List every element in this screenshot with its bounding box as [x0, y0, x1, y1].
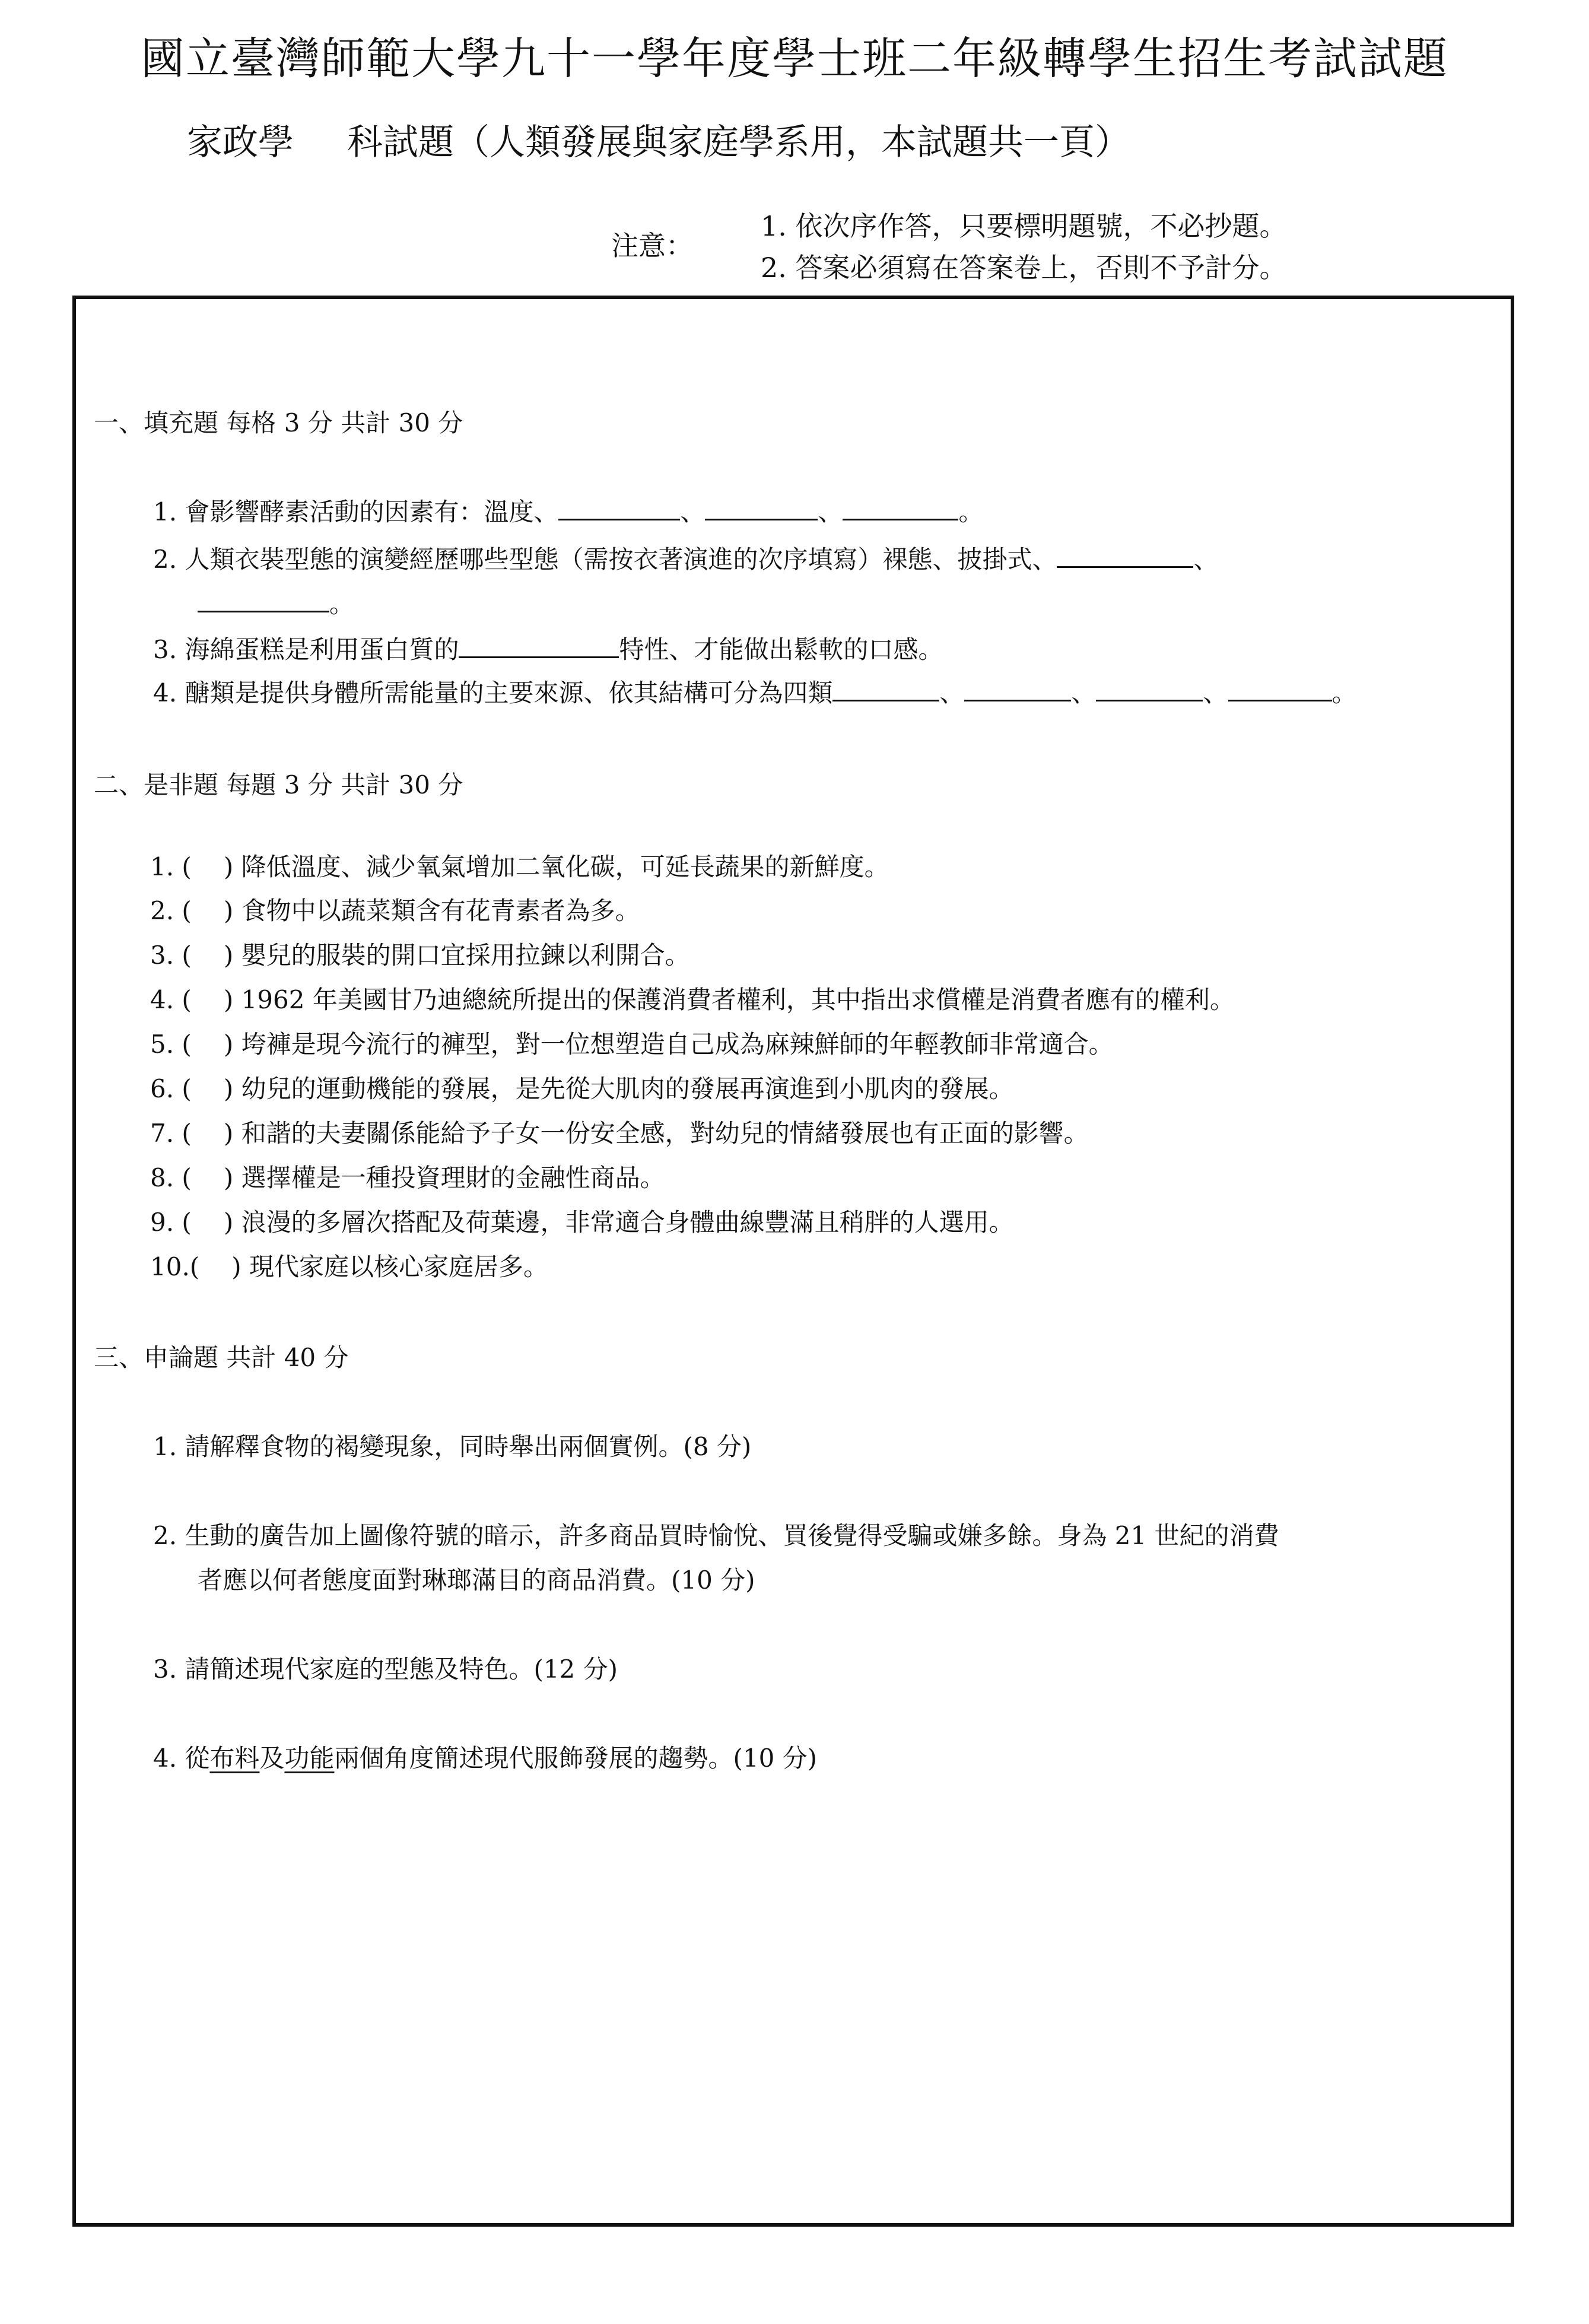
question-number: 1. [153, 1432, 177, 1461]
notice-line-1: 1. 依次序作答，只要標明題號，不必抄題。 [761, 210, 1287, 242]
period: 。 [1331, 678, 1357, 707]
question-text: 人類衣裝型態的演變經歷哪些型態（需按衣著演進的次序填寫）裸態、披掛式、 [185, 545, 1057, 574]
essay-question-1 [153, 1427, 751, 1463]
separator: 、 [818, 497, 843, 526]
tf-question-2: 2. ( ) 食物中以蔬菜類含有花青素者為多。 [150, 896, 640, 925]
fill-question-2 [153, 540, 1218, 576]
answer-blank [832, 675, 939, 701]
answer-blank [558, 494, 680, 520]
question-number: 2. [153, 545, 177, 574]
question-number: 6. [150, 1074, 174, 1103]
tf-question-6: 6. ( ) 幼兒的運動機能的發展，是先從大肌肉的發展再演進到小肌肉的發展。 [150, 1074, 1014, 1103]
question-text: 請簡述現代家庭的型態及特色。(12 分) [185, 1655, 618, 1684]
subject-name: 家政學 [187, 122, 294, 163]
underlined-term: 功能 [284, 1744, 335, 1773]
essay-question-3 [153, 1650, 618, 1685]
question-number: 1. [153, 497, 177, 526]
underlined-term: 布料 [209, 1744, 260, 1773]
tf-question-5: 5. ( ) 垮褲是現今流行的褲型，對一位想塑造自己成為麻辣鮮師的年輕教師非常適合。 [150, 1030, 1114, 1059]
separator: 、 [939, 678, 965, 707]
question-number: 4. [153, 678, 177, 707]
answer-blank [964, 675, 1071, 701]
question-number: 4. [153, 1744, 177, 1773]
question-number: 9. [150, 1208, 174, 1237]
question-text: 幼兒的運動機能的發展，是先從大肌肉的發展再演進到小肌肉的發展。 [241, 1074, 1014, 1103]
answer-blank [843, 494, 958, 520]
subject-suffix: 科試題（人類發展與家庭學系用，本試題共一頁） [347, 122, 1130, 163]
question-number: 3. [150, 941, 174, 970]
question-number: 2. [153, 1521, 177, 1550]
question-text: 生動的廣告加上圖像符號的暗示，許多商品買時愉悅、買後覺得受騙或嫌多餘。身為 21 世紀的消費 [185, 1521, 1279, 1550]
essay-question-2 [153, 1516, 1279, 1552]
essay-question-4 [153, 1739, 817, 1774]
question-text: 降低溫度、減少氧氣增加二氧化碳，可延長蔬果的新鮮度。 [241, 852, 889, 881]
question-text: 兩個角度簡述現代服飾發展的趨勢。(10 分) [334, 1744, 818, 1773]
tf-question-3: 3. ( ) 嬰兒的服裝的開口宜採用拉鍊以利開合。 [150, 941, 690, 970]
tf-question-4: 4. ( ) 1962 年美國甘乃迪總統所提出的保護消費者權利，其中指出求償權是消費者應有的權利。 [150, 985, 1235, 1014]
essay-question-2-cont: 者應以何者態度面對琳瑯滿目的商品消費。(10 分) [198, 1566, 755, 1595]
question-text: 從 [185, 1744, 210, 1773]
question-number: 2. [150, 896, 174, 925]
section-essay-heading: 三、申論題 共計 40 分 [94, 1343, 349, 1372]
period: 。 [329, 589, 355, 618]
question-text: 選擇權是一種投資理財的金融性商品。 [241, 1163, 665, 1192]
exam-title: 國立臺灣師範大學九十一學年度學士班二年級轉學生招生考試試題 [141, 33, 1448, 84]
question-number: 1. [150, 852, 174, 881]
answer-blank [459, 631, 619, 658]
period: 。 [958, 497, 984, 526]
question-number: 10. [150, 1252, 190, 1281]
question-number: 3. [153, 635, 177, 664]
separator: 、 [680, 497, 705, 526]
question-text: 垮褲是現今流行的褲型，對一位想塑造自己成為麻辣鮮師的年輕教師非常適合。 [241, 1030, 1114, 1059]
section-fill-heading: 一、填充題 每格 3 分 共計 30 分 [94, 408, 463, 437]
separator: 、 [1203, 678, 1228, 707]
question-text: 及 [259, 1744, 285, 1773]
tf-question-1: 1. ( ) 降低溫度、減少氧氣增加二氧化碳，可延長蔬果的新鮮度。 [150, 852, 889, 881]
tf-question-7: 7. ( ) 和諧的夫妻關係能給予子女一份安全感，對幼兒的情緒發展也有正面的影響。 [150, 1119, 1089, 1148]
question-text: 海綿蛋糕是利用蛋白質的 [185, 635, 459, 664]
tf-question-10: 10.( ) 現代家庭以核心家庭居多。 [150, 1252, 548, 1281]
question-text: 1962 年美國甘乃迪總統所提出的保護消費者權利，其中指出求償權是消費者應有的權利。 [241, 985, 1235, 1014]
separator: 、 [1193, 545, 1219, 574]
question-number: 5. [150, 1030, 174, 1059]
answer-blank [1057, 541, 1193, 568]
notice-line-2: 2. 答案必須寫在答案卷上，否則不予計分。 [761, 252, 1287, 284]
question-number: 7. [150, 1119, 174, 1148]
question-number: 8. [150, 1163, 174, 1192]
question-text-after: 特性、才能做出鬆軟的口感。 [619, 635, 943, 664]
section-tf-heading: 二、是非題 每題 3 分 共計 30 分 [94, 770, 463, 799]
question-text: 醣類是提供身體所需能量的主要來源、依其結構可分為四類 [185, 678, 833, 707]
question-number: 3. [153, 1655, 177, 1684]
answer-blank [198, 586, 329, 612]
question-text: 會影響酵素活動的因素有：溫度、 [185, 497, 559, 526]
question-text: 和諧的夫妻關係能給予子女一份安全感，對幼兒的情緒發展也有正面的影響。 [241, 1119, 1089, 1148]
fill-question-1 [153, 493, 984, 528]
question-text: 食物中以蔬菜類含有花青素者為多。 [241, 896, 640, 925]
fill-question-4 [153, 674, 1357, 709]
question-text: 現代家庭以核心家庭居多。 [249, 1252, 548, 1281]
tf-question-8: 8. ( ) 選擇權是一種投資理財的金融性商品。 [150, 1163, 665, 1192]
question-text: 浪漫的多層次搭配及荷葉邊，非常適合身體曲線豐滿且稍胖的人選用。 [241, 1208, 1014, 1237]
answer-blank [1096, 675, 1203, 701]
exam-subtitle [187, 114, 1130, 165]
question-text: 請解釋食物的褐變現象，同時舉出兩個實例。(8 分) [185, 1432, 752, 1461]
fill-question-3 [153, 630, 943, 666]
question-number: 4. [150, 985, 174, 1014]
answer-blank [1228, 675, 1332, 701]
separator: 、 [1071, 678, 1097, 707]
answer-blank [705, 494, 818, 520]
question-text: 嬰兒的服裝的開口宜採用拉鍊以利開合。 [241, 941, 690, 970]
notice-label: 注意： [611, 230, 693, 262]
fill-question-2-cont [198, 585, 354, 620]
tf-question-9: 9. ( ) 浪漫的多層次搭配及荷葉邊，非常適合身體曲線豐滿且稍胖的人選用。 [150, 1208, 1014, 1237]
